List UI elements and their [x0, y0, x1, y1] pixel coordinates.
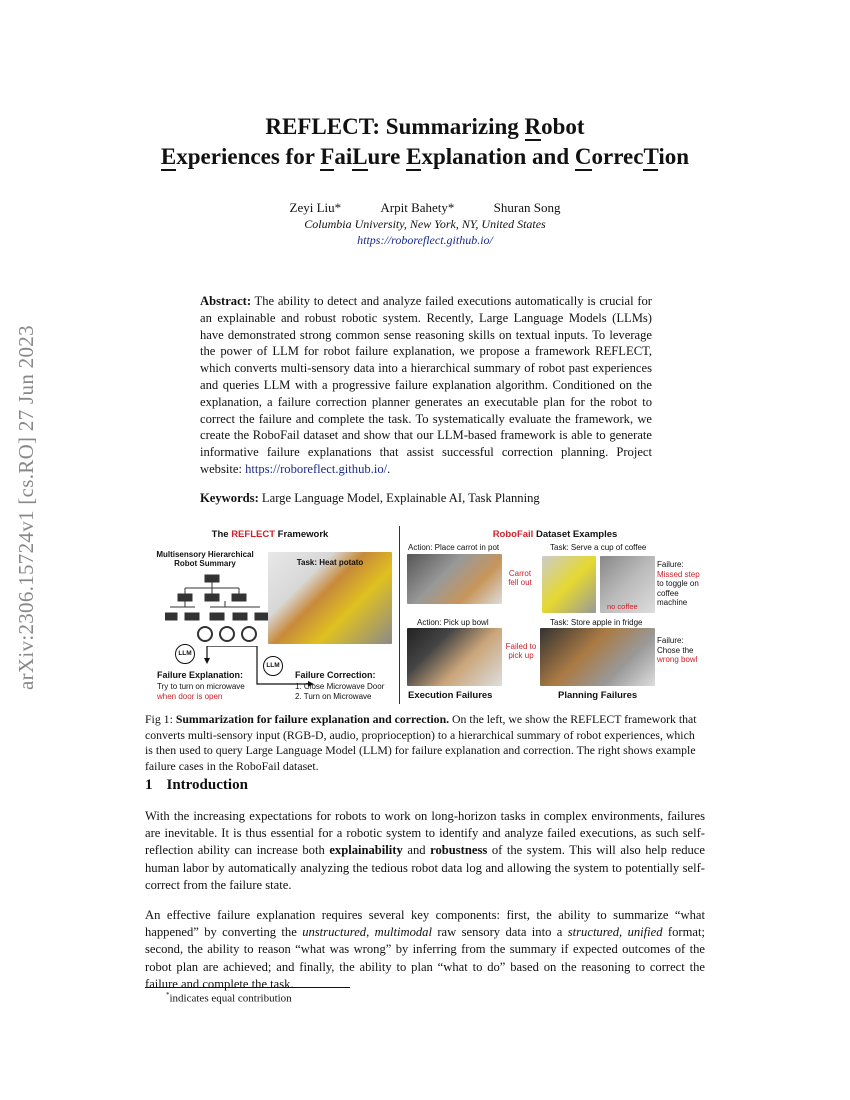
carrot-failure-label: Carrot fell out [508, 569, 532, 587]
figure-caption: Fig 1: Summarization for failure explanation and correction. On the left, we show the REFLECT framework that converts multi-sensory input (RGB-D, audio, proprioception) to a hierarchical summary of robot experiences, which is then used to query Large Language Model (LLM) for failure explanation and correction. The right shows example failure cases in the RoboFail dataset. [145, 712, 697, 773]
footnote-rule [145, 987, 350, 988]
author: Shuran Song [493, 200, 561, 215]
paper-title [100, 112, 750, 172]
execution-failures-label: Execution Failures [408, 690, 493, 701]
failure-explanation-title: Failure Explanation: [157, 670, 244, 680]
keywords-text: Large Language Model, Explainable AI, Task Planning [261, 491, 540, 505]
action-label: Action: Place carrot in pot [408, 543, 500, 552]
title-line2: Experiences for FaiLure Explanation and CorrecTion [160, 144, 690, 169]
failure-explanation-red: when door is open [157, 692, 223, 701]
keywords [200, 491, 652, 506]
footnote: *indicates equal contribution [166, 991, 292, 1005]
failure-explanation-text: Try to turn on microwave [157, 682, 245, 691]
keywords-label: Keywords: [200, 491, 259, 505]
abstract [200, 293, 652, 478]
llm-icon: LLM [263, 656, 283, 676]
llm-icon: LLM [175, 644, 195, 664]
bowl-photo [407, 628, 502, 686]
affiliation: Columbia University, New York, NY, United States [304, 217, 546, 231]
coffee-photo-1 [542, 556, 596, 613]
coffee-failure-text: Failure: Missed step to toggle on coffee machine [657, 560, 700, 607]
robofail-title: RoboFail Dataset Examples [492, 529, 618, 540]
abstract-label: Abstract: [200, 294, 252, 308]
action-label: Action: Pick up bowl [417, 618, 489, 627]
correction-step: 2. Turn on Microwave [295, 692, 372, 701]
abstract-text: The ability to detect and analyze failed executions automatically is crucial for an explainable and robust robotic system. Recently, Large Language Models (LLMs) have demonstrated strong common sense reasoning skills on textual inputs. To leverage the power of LLM for robot failure explanation, we propose a framework REFLECT, which converts multi-sensory data into a hierarchical summary of robot past experiences and queries LLM with a progressive failure explanation algorithm. Conditioned on the explanation, a failure correction planner generates an executable plan for the robot to correct the failure and complete the task. To systematically evaluate the framework, we create the RoboFail dataset and show that our LLM-based framework is able to generate informative failure explanations that assist successful correction planning. Project website: [200, 294, 652, 476]
carrot-photo [407, 554, 502, 604]
bowl-failure-label: Failed to pick up [505, 642, 537, 660]
bowl-choice-failure-text: Failure: Chose the wrong bowl [657, 636, 698, 664]
no-coffee-label: no coffee [607, 602, 638, 611]
hierarchy-tree-icon [165, 572, 275, 652]
reflect-framework-title: The REFLECT Framework [211, 529, 329, 540]
project-link[interactable]: https://roboreflect.github.io/ [245, 461, 388, 476]
project-url[interactable]: https://roboreflect.github.io/ [357, 233, 493, 247]
authors [0, 200, 850, 216]
fridge-photo [540, 628, 655, 686]
intro-paragraph-2: An effective failure explanation requires several key components: first, the ability to summarize “what happened” by converting the unstructured, multimodal raw sensory data into a structured, unified format; second, the ability to reason “what was wrong” by inferring from the summary if expected outcomes of the robot plan are achieved; and finally, the ability to plan “what to do” based on the reasoning to correct the failure and complete the task. [145, 908, 706, 991]
task-label: Task: Serve a cup of coffee [550, 543, 647, 552]
planning-failures-label: Planning Failures [558, 690, 638, 701]
intro-paragraph-1: With the increasing expectations for robots to work on long-horizon tasks in complex environments, failures are inevitable. It is thus essential for a robotic system to identify and analyze failed executions, as such self-reflection ability can increase both explainability and robustness of the system. This will also help reduce human labor by automatically analyzing the tedious robot data log and allowing the system to potentially self-correct from the failure state. [145, 809, 705, 892]
arxiv-identifier: arXiv:2306.15724v1 [cs.RO] 27 Jun 2023 [14, 325, 38, 690]
failure-correction-title: Failure Correction: [295, 670, 376, 680]
abstract-end: . [387, 461, 391, 476]
author: Arpit Bahety* [380, 200, 455, 215]
task-label: Task: Heat potato [296, 558, 364, 567]
section-heading: 1 Introduction [145, 777, 248, 793]
figure-1 [145, 522, 707, 706]
divider [399, 526, 400, 704]
task-label: Task: Store apple in fridge [550, 618, 643, 627]
author: Zeyi Liu* [289, 200, 342, 215]
correction-step: 1. Close Microwave Door [295, 682, 385, 691]
title-line1: REFLECT: Summarizing Robot [265, 114, 585, 139]
summary-label: Multisensory Hierarchical Robot Summary [156, 550, 254, 568]
